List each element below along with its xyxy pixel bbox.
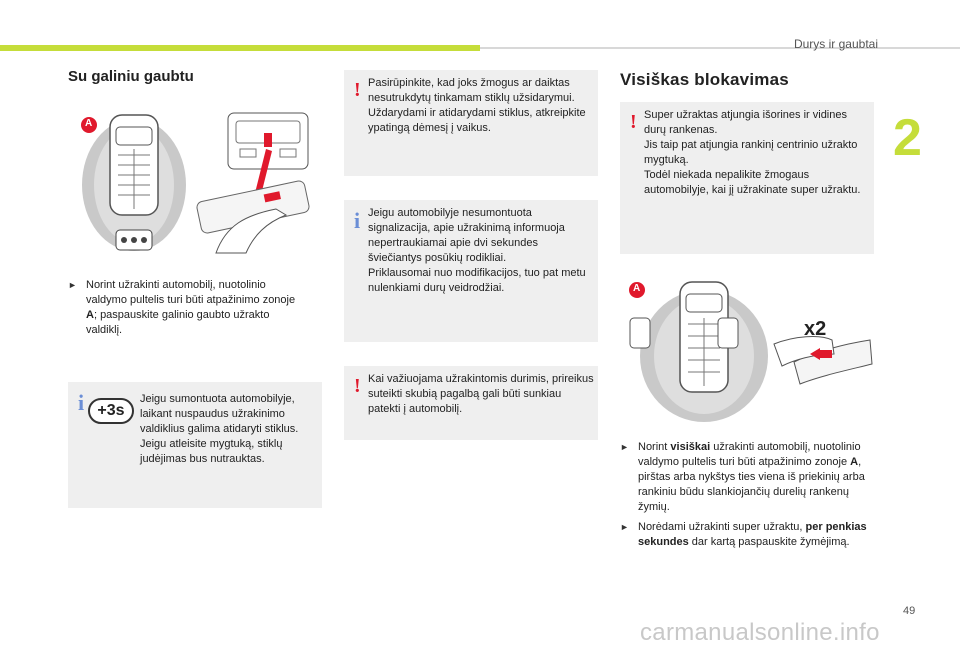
bullet-text-part: , pirštas arba nykštys ties viena iš priekinių arba rankiniu būdu slankiojančių durelių rankenų žymių. [638, 456, 865, 513]
info-box-signals [344, 200, 598, 342]
warning-box-text: Kai važiuojama užrakintomis durimis, prireikus suteikti skubią pagalbą gali būti sunkiau patekti į automobilį. [368, 373, 594, 415]
bullet-text [86, 278, 304, 338]
bullet-text [638, 520, 872, 550]
section-title-tailgate: Su galiniu gaubtu [68, 68, 194, 85]
info-icon: i [78, 390, 85, 415]
figure-deadlock-handle [624, 274, 874, 424]
warning-box-deadlocking [620, 102, 874, 254]
warning-box-emergency [344, 366, 598, 440]
figure-badge-x2: x2 [804, 318, 827, 340]
figure-label-a: A [85, 118, 93, 129]
bullet-text-part: Norint užrakinti automobilį, nuotolinio valdymo pultelis turi būti atpažinimo zonoje [86, 279, 296, 306]
bullet-text [638, 440, 872, 515]
warning-box-text: Pasirūpinkite, kad joks žmogus ar daiktas nesutrukdytų tinkamam stiklų užsidarymui. Uždarydami ir atidarydami stiklus, atkreipkite ypatingą dėmesį į vaikus. [368, 77, 586, 134]
page-number: 49 [903, 605, 916, 617]
warning-exclamation-icon: ! [354, 79, 361, 101]
info-icon: i [354, 208, 361, 233]
section-title-deadlocking: Visiškas blokavimas [620, 70, 789, 89]
chapter-number: 2 [893, 109, 922, 167]
bullet-text-part: Norėdami užrakinti super užraktu, [638, 521, 806, 533]
bullet-emphasis: visiškai [670, 441, 711, 453]
figure-tailgate-lock [76, 105, 316, 255]
bullet-arrow-icon: ► [620, 522, 629, 532]
bullet-text-part: Norint [638, 441, 671, 453]
bullet-emphasis: per penkias sekundes [638, 521, 867, 548]
warning-exclamation-icon: ! [630, 111, 637, 133]
warning-box-text: Super užraktas atjungia išorines ir vidines durų rankenas. Jis taip pat atjungia rankinį centrinio užrakto mygtuką. Todėl niekada nepalikite žmogaus automobilyje, kai jį užrakinate super užraktu. [644, 109, 861, 196]
warning-box-windows [344, 70, 598, 176]
bullet-deadlock-1 [620, 440, 872, 516]
warning-exclamation-icon: ! [354, 375, 361, 397]
header-section-title: Durys ir gaubtai [793, 37, 878, 51]
watermark: carmanualsonline.info [640, 619, 880, 646]
info-box-text: Jeigu sumontuota automobilyje, laikant nuspaudus užrakinimo valdiklius galima atidaryti stiklus. Jeigu atleisite mygtuką, stiklų judėjimas bus nutrauktas. [140, 393, 299, 465]
bullet-text-part: ; paspauskite galinio gaubto užrakto valdiklį. [86, 309, 270, 336]
bullet-deadlock-2 [620, 520, 872, 566]
bullet-zone-label: A [850, 456, 859, 468]
bullet-text-part: užrakinti automobilį, nuotolinio valdymo pultelis turi būti atpažinimo zonoje [638, 441, 861, 468]
info-box-text: Jeigu automobilyje nesumontuota signalizacija, apie užrakinimą informuoja nepertraukiamai apie dvi sekundes šviečiantys posūkių rodikliai. Priklausomai nuo modifikacijos, tuo pat metu nulenkiami durų veidrodžiai. [368, 207, 586, 294]
bullet-text-part: dar kartą paspauskite žymėjimą. [688, 536, 850, 548]
bullet-arrow-icon: ► [620, 442, 629, 452]
bullet-tailgate-lock [68, 278, 304, 340]
figure-label-a: A [633, 283, 641, 294]
bullet-arrow-icon: ► [68, 280, 77, 290]
bullet-zone-label: A [86, 309, 94, 321]
header-rule [480, 47, 960, 49]
badge-plus-3s: +3s [88, 398, 134, 424]
header-accent-bar [0, 45, 480, 51]
